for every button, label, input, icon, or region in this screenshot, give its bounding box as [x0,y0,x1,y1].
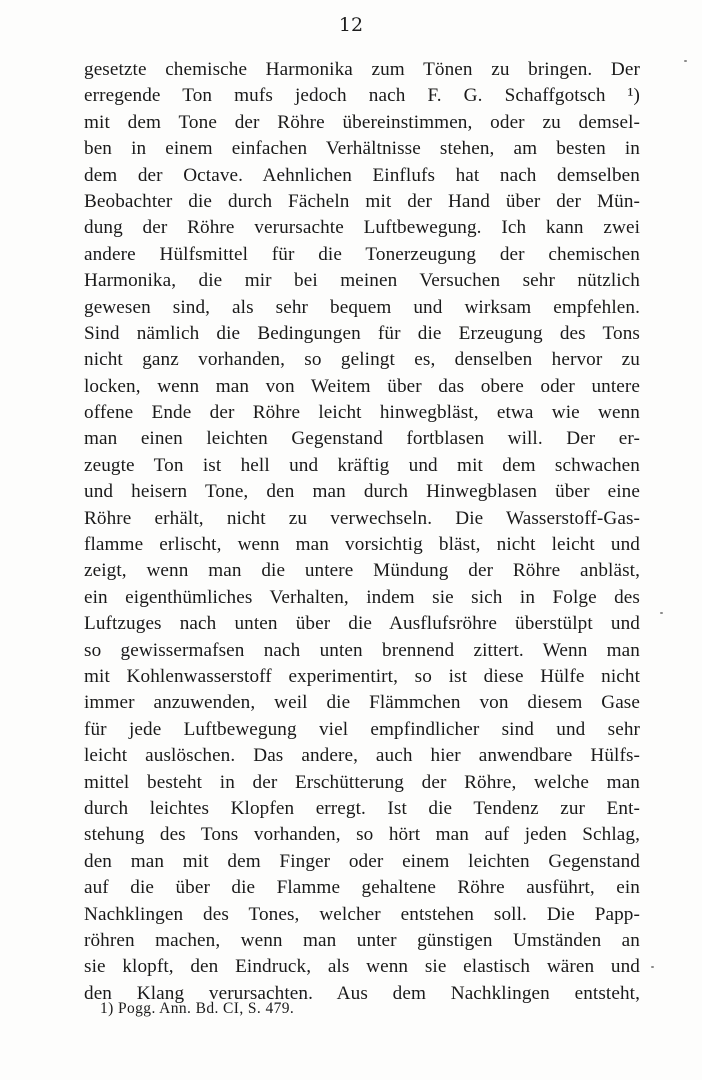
text-line-19: flamme erlischt, wenn man vorsichtig bläst, nicht leicht und [84,534,640,556]
text-line-9: Harmonika, die mir bei meinen Versuchen sehr nützlich [84,270,640,292]
text-line-23: so gewissermafsen nach unten brennend zittert. Wenn man [84,639,640,661]
footnote: 1) Pogg. Ann. Bd. CI, S. 479. [100,1000,295,1017]
text-line-13: locken, wenn man von Weitem über das obere oder untere [84,375,640,397]
text-line-18: Röhre erhält, nicht zu verwechseln. Die Wasserstoff-Gas- [84,507,640,529]
text-line-26: für jede Luftbewegung viel empfindlicher sind und sehr [84,718,640,740]
text-line-17: und heisern Tone, den man durch Hinwegblasen über eine [84,481,640,503]
text-line-25: immer anzuwenden, weil die Flämmchen von diesem Gase [84,692,640,714]
text-line-2: erregende Ton mufs jedoch nach F. G. Schaffgotsch ¹) [84,85,640,107]
text-line-36: den Klang verursachten. Aus dem Nachklingen entsteht, [84,982,640,1004]
text-line-3: mit dem Tone der Röhre übereinstimmen, oder zu demsel- [84,111,640,133]
text-line-33: Nachklingen des Tones, welcher entstehen soll. Die Papp- [84,903,640,925]
text-line-14: offene Ende der Röhre leicht hinwegbläst, etwa wie wenn [84,402,640,424]
text-line-8: andere Hülfsmittel für die Tonerzeugung der chemischen [84,243,640,265]
text-line-29: durch leichtes Klopfen erregt. Ist die Tendenz zur Ent- [84,797,640,819]
text-line-7: dung der Röhre verursachte Luftbewegung. Ich kann zwei [84,217,640,239]
text-line-1: gesetzte chemische Harmonika zum Tönen zu bringen. Der [84,59,640,80]
text-line-27: leicht auslöschen. Das andere, auch hier anwendbare Hülfs- [84,745,640,767]
text-line-5: dem der Octave. Aehnlichen Einflufs hat nach demselben [84,164,640,186]
text-line-20: zeigt, wenn man die untere Mündung der Röhre anbläst, [84,560,640,582]
text-line-15: man einen leichten Gegenstand fortblasen will. Der er- [84,428,640,450]
text-line-24: mit Kohlenwasserstoff experimentirt, so ist diese Hülfe nicht [84,665,640,687]
scan-speck [660,612,663,614]
text-line-16: zeugte Ton ist hell und kräftig und mit dem schwachen [84,454,640,476]
text-line-21: ein eigenthümliches Verhalten, indem sie sich in Folge des [84,586,640,608]
scan-speck [651,966,654,968]
text-line-11: Sind nämlich die Bedingungen für die Erzeugung des Tons [84,322,640,344]
text-line-22: Luftzuges nach unten über die Ausflufsröhre überstülpt und [84,613,640,635]
page-number: 12 [338,14,364,36]
body-paragraph [84,57,640,1007]
text-line-31: den man mit dem Finger oder einem leichten Gegenstand [84,850,640,872]
text-line-6: Beobachter die durch Fächeln mit der Hand über der Mün- [84,190,640,212]
text-line-34: röhren machen, wenn man unter günstigen Umständen an [84,929,640,951]
text-line-30: stehung des Tons vorhanden, so hört man auf jeden Schlag, [84,824,640,846]
scan-speck [684,60,687,62]
text-line-28: mittel besteht in der Erschütterung der Röhre, welche man [84,771,640,793]
text-line-32: auf die über die Flamme gehaltene Röhre ausführt, ein [84,877,640,899]
text-line-12: nicht ganz vorhanden, so gelingt es, denselben hervor zu [84,349,640,371]
text-line-10: gewesen sind, als sehr bequem und wirksam empfehlen. [84,296,640,318]
text-line-4: ben in einem einfachen Verhältnisse stehen, am besten in [84,138,640,160]
text-line-35: sie klopft, den Eindruck, als wenn sie elastisch wären und [84,956,640,978]
